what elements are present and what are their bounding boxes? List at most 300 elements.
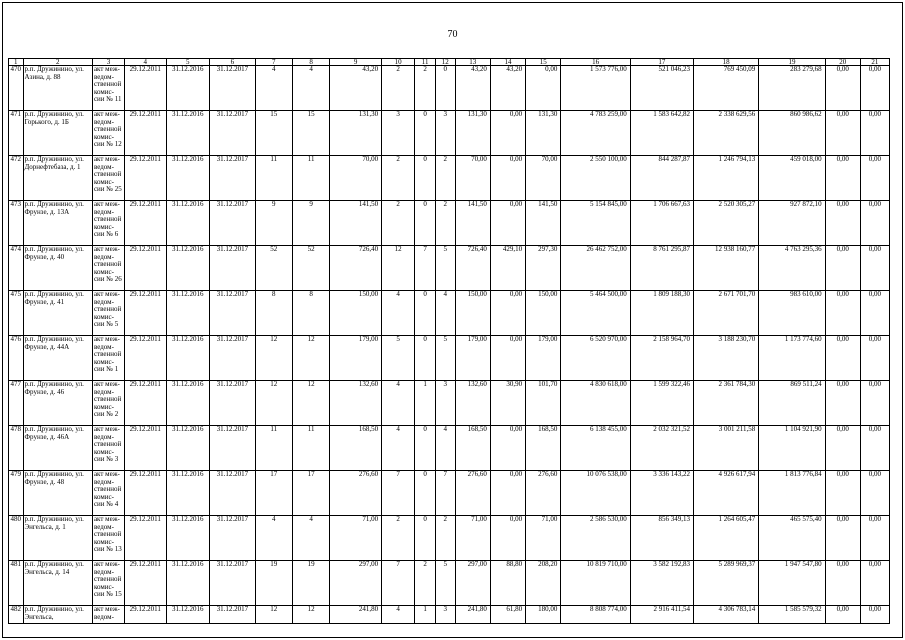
count-cell: 15	[255, 111, 292, 156]
date-cell: 31.12.2016	[166, 66, 210, 111]
count-cell: 2	[435, 156, 455, 201]
amount-cell: 1 264 605,47	[694, 516, 759, 561]
count-cell: 5	[382, 336, 415, 381]
column-number: 12	[435, 59, 455, 66]
amount-cell: 0,00	[825, 246, 860, 291]
date-cell: 29.12.2011	[125, 246, 166, 291]
area-cell: 297,00	[330, 561, 382, 606]
area-cell: 241,80	[330, 606, 382, 624]
column-number: 20	[825, 59, 860, 66]
amount-cell: 459 018,00	[759, 156, 825, 201]
count-cell: 15	[292, 111, 329, 156]
area-cell: 180,00	[526, 606, 561, 624]
date-cell: 31.12.2016	[166, 111, 210, 156]
area-cell: 0,00	[490, 111, 525, 156]
amount-cell: 4 830 618,00	[561, 381, 630, 426]
count-cell: 12	[255, 381, 292, 426]
count-cell: 5	[435, 561, 455, 606]
amount-cell: 856 349,13	[630, 516, 693, 561]
count-cell: 19	[255, 561, 292, 606]
date-cell: 31.12.2016	[166, 291, 210, 336]
area-cell: 131,30	[526, 111, 561, 156]
amount-cell: 4 783 259,00	[561, 111, 630, 156]
area-cell: 30,90	[490, 381, 525, 426]
date-cell: 31.12.2016	[166, 156, 210, 201]
document-cell: акт меж- ведом- ственной комис- сии № 2	[92, 381, 124, 426]
document-cell: акт меж- ведом- ственной комис- сии № 12	[92, 111, 124, 156]
document-cell: акт меж- ведом- ственной комис- сии № 5	[92, 291, 124, 336]
document-cell: акт меж- ведом- ственной комис- сии № 26	[92, 246, 124, 291]
row-number: 480	[9, 516, 24, 561]
amount-cell: 0,00	[860, 381, 889, 426]
table-row	[9, 156, 890, 201]
table-row	[9, 426, 890, 471]
area-cell: 131,30	[455, 111, 490, 156]
date-cell: 29.12.2011	[125, 66, 166, 111]
document-cell: акт меж- ведом-	[92, 606, 124, 624]
row-number: 474	[9, 246, 24, 291]
address-cell: р.п. Дружинино, ул. Фрунзе, д. 48	[23, 471, 92, 516]
amount-cell: 1 809 188,30	[630, 291, 693, 336]
date-cell: 29.12.2011	[125, 606, 166, 624]
count-cell: 12	[255, 336, 292, 381]
amount-cell: 0,00	[860, 246, 889, 291]
date-cell: 29.12.2011	[125, 156, 166, 201]
date-cell: 31.12.2017	[210, 606, 256, 624]
amount-cell: 465 575,40	[759, 516, 825, 561]
column-number: 11	[415, 59, 436, 66]
document-cell: акт меж- ведом- ственной комис- сии № 25	[92, 156, 124, 201]
document-cell: акт меж- ведом- ственной комис- сии № 3	[92, 426, 124, 471]
row-number: 475	[9, 291, 24, 336]
area-cell: 61,80	[490, 606, 525, 624]
count-cell: 5	[435, 246, 455, 291]
date-cell: 31.12.2017	[210, 66, 256, 111]
amount-cell: 1 583 642,82	[630, 111, 693, 156]
amount-cell: 4 306 783,14	[694, 606, 759, 624]
amount-cell: 5 289 969,37	[694, 561, 759, 606]
area-cell: 0,00	[490, 516, 525, 561]
amount-cell: 0,00	[860, 606, 889, 624]
document-cell: акт меж- ведом- ственной комис- сии № 15	[92, 561, 124, 606]
row-number: 479	[9, 471, 24, 516]
amount-cell: 0,00	[825, 336, 860, 381]
count-cell: 0	[415, 471, 436, 516]
count-cell: 0	[415, 291, 436, 336]
count-cell: 1	[415, 606, 436, 624]
date-cell: 31.12.2016	[166, 246, 210, 291]
column-number: 16	[561, 59, 630, 66]
amount-cell: 2 361 784,30	[694, 381, 759, 426]
count-cell: 3	[382, 111, 415, 156]
amount-cell: 521 046,23	[630, 66, 693, 111]
column-number: 2	[23, 59, 92, 66]
count-cell: 12	[255, 606, 292, 624]
area-cell: 0,00	[490, 156, 525, 201]
count-cell: 4	[382, 606, 415, 624]
amount-cell: 3 001 211,58	[694, 426, 759, 471]
amount-cell: 983 610,00	[759, 291, 825, 336]
address-cell: р.п. Дружинино, ул. Фрунзе, д. 41	[23, 291, 92, 336]
address-cell: р.п. Дружинино, ул. Фрунзе, д. 46А	[23, 426, 92, 471]
column-number: 6	[210, 59, 256, 66]
amount-cell: 0,00	[860, 426, 889, 471]
date-cell: 31.12.2017	[210, 381, 256, 426]
count-cell: 11	[292, 426, 329, 471]
count-cell: 0	[415, 426, 436, 471]
count-cell: 2	[382, 156, 415, 201]
row-number: 478	[9, 426, 24, 471]
count-cell: 3	[435, 606, 455, 624]
amount-cell: 0,00	[860, 516, 889, 561]
area-cell: 429,10	[490, 246, 525, 291]
row-number: 472	[9, 156, 24, 201]
count-cell: 8	[255, 291, 292, 336]
amount-cell: 2 550 100,00	[561, 156, 630, 201]
address-cell: р.п. Дружинино, ул. Энгельса,	[23, 606, 92, 624]
area-cell: 43,20	[330, 66, 382, 111]
count-cell: 4	[435, 426, 455, 471]
amount-cell: 2 520 305,27	[694, 201, 759, 246]
address-cell: р.п. Дружинино, ул. Дорнефтебаза, д. 1	[23, 156, 92, 201]
area-cell: 141,50	[455, 201, 490, 246]
count-cell: 11	[292, 156, 329, 201]
area-cell: 70,00	[455, 156, 490, 201]
amount-cell: 1 813 776,84	[759, 471, 825, 516]
table-row	[9, 66, 890, 111]
amount-cell: 4 926 617,94	[694, 471, 759, 516]
area-cell: 0,00	[490, 336, 525, 381]
date-cell: 29.12.2011	[125, 381, 166, 426]
row-number: 481	[9, 561, 24, 606]
column-number: 14	[490, 59, 525, 66]
area-cell: 141,50	[330, 201, 382, 246]
amount-cell: 283 279,68	[759, 66, 825, 111]
count-cell: 2	[415, 561, 436, 606]
document-cell: акт меж- ведом- ственной комис- сии № 1	[92, 336, 124, 381]
table-row	[9, 471, 890, 516]
date-cell: 31.12.2016	[166, 381, 210, 426]
date-cell: 31.12.2016	[166, 201, 210, 246]
amount-cell: 0,00	[825, 606, 860, 624]
amount-cell: 2 338 629,56	[694, 111, 759, 156]
amount-cell: 2 671 701,70	[694, 291, 759, 336]
address-cell: р.п. Дружинино, ул. Фрунзе, д. 44А	[23, 336, 92, 381]
date-cell: 31.12.2017	[210, 111, 256, 156]
area-cell: 70,00	[330, 156, 382, 201]
count-cell: 4	[292, 66, 329, 111]
date-cell: 29.12.2011	[125, 516, 166, 561]
column-number: 15	[526, 59, 561, 66]
area-cell: 297,30	[526, 246, 561, 291]
date-cell: 29.12.2011	[125, 291, 166, 336]
table-row	[9, 516, 890, 561]
date-cell: 31.12.2017	[210, 516, 256, 561]
amount-cell: 3 582 192,83	[630, 561, 693, 606]
amount-cell: 0,00	[825, 471, 860, 516]
table-row	[9, 381, 890, 426]
area-cell: 141,50	[526, 201, 561, 246]
amount-cell: 2 158 964,70	[630, 336, 693, 381]
area-cell: 0,00	[490, 291, 525, 336]
amount-cell: 0,00	[825, 561, 860, 606]
count-cell: 9	[255, 201, 292, 246]
table-row	[9, 561, 890, 606]
date-cell: 31.12.2016	[166, 471, 210, 516]
amount-cell: 4 763 295,36	[759, 246, 825, 291]
amount-cell: 8 808 774,00	[561, 606, 630, 624]
amount-cell: 26 462 752,00	[561, 246, 630, 291]
column-number: 21	[860, 59, 889, 66]
amount-cell: 1 173 774,60	[759, 336, 825, 381]
area-cell: 71,00	[526, 516, 561, 561]
row-number: 473	[9, 201, 24, 246]
count-cell: 5	[435, 336, 455, 381]
amount-cell: 0,00	[825, 516, 860, 561]
area-cell: 726,40	[330, 246, 382, 291]
address-cell: р.п. Дружинино, ул. Фрунзе, д. 46	[23, 381, 92, 426]
date-cell: 29.12.2011	[125, 471, 166, 516]
amount-cell: 6 520 970,00	[561, 336, 630, 381]
amount-cell: 2 032 321,52	[630, 426, 693, 471]
count-cell: 0	[415, 111, 436, 156]
date-cell: 31.12.2017	[210, 426, 256, 471]
date-cell: 29.12.2011	[125, 201, 166, 246]
column-number: 7	[255, 59, 292, 66]
count-cell: 2	[435, 516, 455, 561]
count-cell: 9	[292, 201, 329, 246]
area-cell: 101,70	[526, 381, 561, 426]
amount-cell: 1 585 579,32	[759, 606, 825, 624]
table-row	[9, 606, 890, 624]
amount-cell: 0,00	[860, 336, 889, 381]
amount-cell: 10 076 538,00	[561, 471, 630, 516]
date-cell: 31.12.2016	[166, 426, 210, 471]
date-cell: 29.12.2011	[125, 426, 166, 471]
date-cell: 31.12.2017	[210, 201, 256, 246]
area-cell: 0,00	[490, 471, 525, 516]
address-cell: р.п. Дружинино, ул. Фрунзе, д. 40	[23, 246, 92, 291]
area-cell: 88,80	[490, 561, 525, 606]
count-cell: 2	[382, 66, 415, 111]
area-cell: 179,00	[455, 336, 490, 381]
amount-cell: 927 872,10	[759, 201, 825, 246]
count-cell: 19	[292, 561, 329, 606]
count-cell: 11	[255, 426, 292, 471]
amount-cell: 0,00	[860, 66, 889, 111]
document-cell: акт меж- ведом- ственной комис- сии № 11	[92, 66, 124, 111]
area-cell: 150,00	[455, 291, 490, 336]
area-cell: 71,00	[330, 516, 382, 561]
amount-cell: 2 586 530,00	[561, 516, 630, 561]
count-cell: 3	[435, 381, 455, 426]
date-cell: 31.12.2017	[210, 291, 256, 336]
area-cell: 0,00	[526, 66, 561, 111]
amount-cell: 3 336 143,22	[630, 471, 693, 516]
amount-cell: 0,00	[860, 561, 889, 606]
amount-cell: 844 287,87	[630, 156, 693, 201]
date-cell: 31.12.2017	[210, 246, 256, 291]
amount-cell: 869 511,24	[759, 381, 825, 426]
amount-cell: 0,00	[860, 471, 889, 516]
area-cell: 276,60	[526, 471, 561, 516]
area-cell: 726,40	[455, 246, 490, 291]
area-cell: 0,00	[490, 201, 525, 246]
count-cell: 7	[382, 471, 415, 516]
amount-cell: 5 154 845,00	[561, 201, 630, 246]
count-cell: 4	[382, 426, 415, 471]
address-cell: р.п. Дружинино, ул. Энгельса, д. 1	[23, 516, 92, 561]
count-cell: 4	[435, 291, 455, 336]
row-number: 477	[9, 381, 24, 426]
area-cell: 131,30	[330, 111, 382, 156]
date-cell: 29.12.2011	[125, 561, 166, 606]
address-cell: р.п. Дружинино, ул. Горького, д. 1Б	[23, 111, 92, 156]
table-row	[9, 291, 890, 336]
area-cell: 168,50	[526, 426, 561, 471]
amount-cell: 1 573 776,00	[561, 66, 630, 111]
count-cell: 17	[255, 471, 292, 516]
amount-cell: 10 819 710,00	[561, 561, 630, 606]
date-cell: 31.12.2016	[166, 606, 210, 624]
column-number-row	[9, 59, 890, 66]
date-cell: 29.12.2011	[125, 336, 166, 381]
date-cell: 31.12.2016	[166, 561, 210, 606]
amount-cell: 12 938 160,77	[694, 246, 759, 291]
area-cell: 179,00	[526, 336, 561, 381]
amount-cell: 0,00	[825, 111, 860, 156]
count-cell: 2	[382, 516, 415, 561]
date-cell: 31.12.2017	[210, 336, 256, 381]
area-cell: 43,20	[455, 66, 490, 111]
column-number: 8	[292, 59, 329, 66]
count-cell: 4	[382, 291, 415, 336]
count-cell: 52	[255, 246, 292, 291]
count-cell: 2	[415, 66, 436, 111]
column-number: 19	[759, 59, 825, 66]
count-cell: 0	[435, 66, 455, 111]
date-cell: 29.12.2011	[125, 111, 166, 156]
row-number: 470	[9, 66, 24, 111]
count-cell: 0	[415, 336, 436, 381]
page-number: 70	[447, 29, 458, 40]
row-number: 471	[9, 111, 24, 156]
amount-cell: 1 599 322,46	[630, 381, 693, 426]
area-cell: 0,00	[490, 426, 525, 471]
table-row	[9, 336, 890, 381]
area-cell: 208,20	[526, 561, 561, 606]
address-cell: р.п. Дружинино, ул. Энгельса, д. 14	[23, 561, 92, 606]
amount-cell: 0,00	[825, 381, 860, 426]
amount-cell: 0,00	[825, 201, 860, 246]
amount-cell: 0,00	[860, 291, 889, 336]
amount-cell: 1 104 921,90	[759, 426, 825, 471]
count-cell: 17	[292, 471, 329, 516]
amount-cell: 0,00	[825, 426, 860, 471]
amount-cell: 2 916 411,54	[630, 606, 693, 624]
amount-cell: 3 188 230,70	[694, 336, 759, 381]
count-cell: 12	[382, 246, 415, 291]
row-number: 482	[9, 606, 24, 624]
amount-cell: 5 464 500,00	[561, 291, 630, 336]
amount-cell: 8 761 295,87	[630, 246, 693, 291]
date-cell: 31.12.2016	[166, 516, 210, 561]
amount-cell: 0,00	[860, 156, 889, 201]
document-cell: акт меж- ведом- ственной комис- сии № 6	[92, 201, 124, 246]
area-cell: 150,00	[526, 291, 561, 336]
date-cell: 31.12.2017	[210, 471, 256, 516]
document-cell: акт меж- ведом- ственной комис- сии № 13	[92, 516, 124, 561]
count-cell: 52	[292, 246, 329, 291]
table-row	[9, 111, 890, 156]
amount-cell: 0,00	[825, 291, 860, 336]
area-cell: 179,00	[330, 336, 382, 381]
amount-cell: 0,00	[860, 111, 889, 156]
date-cell: 31.12.2017	[210, 561, 256, 606]
date-cell: 31.12.2016	[166, 336, 210, 381]
amount-cell: 0,00	[860, 201, 889, 246]
count-cell: 11	[255, 156, 292, 201]
column-number: 5	[166, 59, 210, 66]
count-cell: 1	[415, 381, 436, 426]
table-row	[9, 246, 890, 291]
column-number: 17	[630, 59, 693, 66]
count-cell: 4	[255, 66, 292, 111]
area-cell: 132,60	[455, 381, 490, 426]
count-cell: 4	[255, 516, 292, 561]
area-cell: 297,00	[455, 561, 490, 606]
count-cell: 0	[415, 156, 436, 201]
column-number: 13	[455, 59, 490, 66]
address-cell: р.п. Дружинино, ул. Фрунзе, д. 13А	[23, 201, 92, 246]
column-number: 10	[382, 59, 415, 66]
area-cell: 276,60	[455, 471, 490, 516]
address-cell: р.п. Дружинино, ул. Азина, д. 88	[23, 66, 92, 111]
column-number: 1	[9, 59, 24, 66]
count-cell: 3	[435, 111, 455, 156]
count-cell: 12	[292, 336, 329, 381]
area-cell: 241,80	[455, 606, 490, 624]
housing-table	[8, 58, 890, 624]
amount-cell: 1 947 547,80	[759, 561, 825, 606]
count-cell: 0	[415, 201, 436, 246]
count-cell: 2	[382, 201, 415, 246]
document-cell: акт меж- ведом- ственной комис- сии № 4	[92, 471, 124, 516]
amount-cell: 860 986,62	[759, 111, 825, 156]
count-cell: 12	[292, 606, 329, 624]
area-cell: 71,00	[455, 516, 490, 561]
count-cell: 12	[292, 381, 329, 426]
row-number: 476	[9, 336, 24, 381]
column-number: 4	[125, 59, 166, 66]
count-cell: 4	[292, 516, 329, 561]
column-number: 9	[330, 59, 382, 66]
area-cell: 70,00	[526, 156, 561, 201]
table-row	[9, 201, 890, 246]
count-cell: 7	[415, 246, 436, 291]
count-cell: 7	[382, 561, 415, 606]
amount-cell: 1 706 667,63	[630, 201, 693, 246]
area-cell: 132,60	[330, 381, 382, 426]
area-cell: 168,50	[455, 426, 490, 471]
amount-cell: 0,00	[825, 66, 860, 111]
column-number: 18	[694, 59, 759, 66]
area-cell: 168,50	[330, 426, 382, 471]
area-cell: 276,60	[330, 471, 382, 516]
date-cell: 31.12.2017	[210, 156, 256, 201]
amount-cell: 769 450,09	[694, 66, 759, 111]
area-cell: 150,00	[330, 291, 382, 336]
